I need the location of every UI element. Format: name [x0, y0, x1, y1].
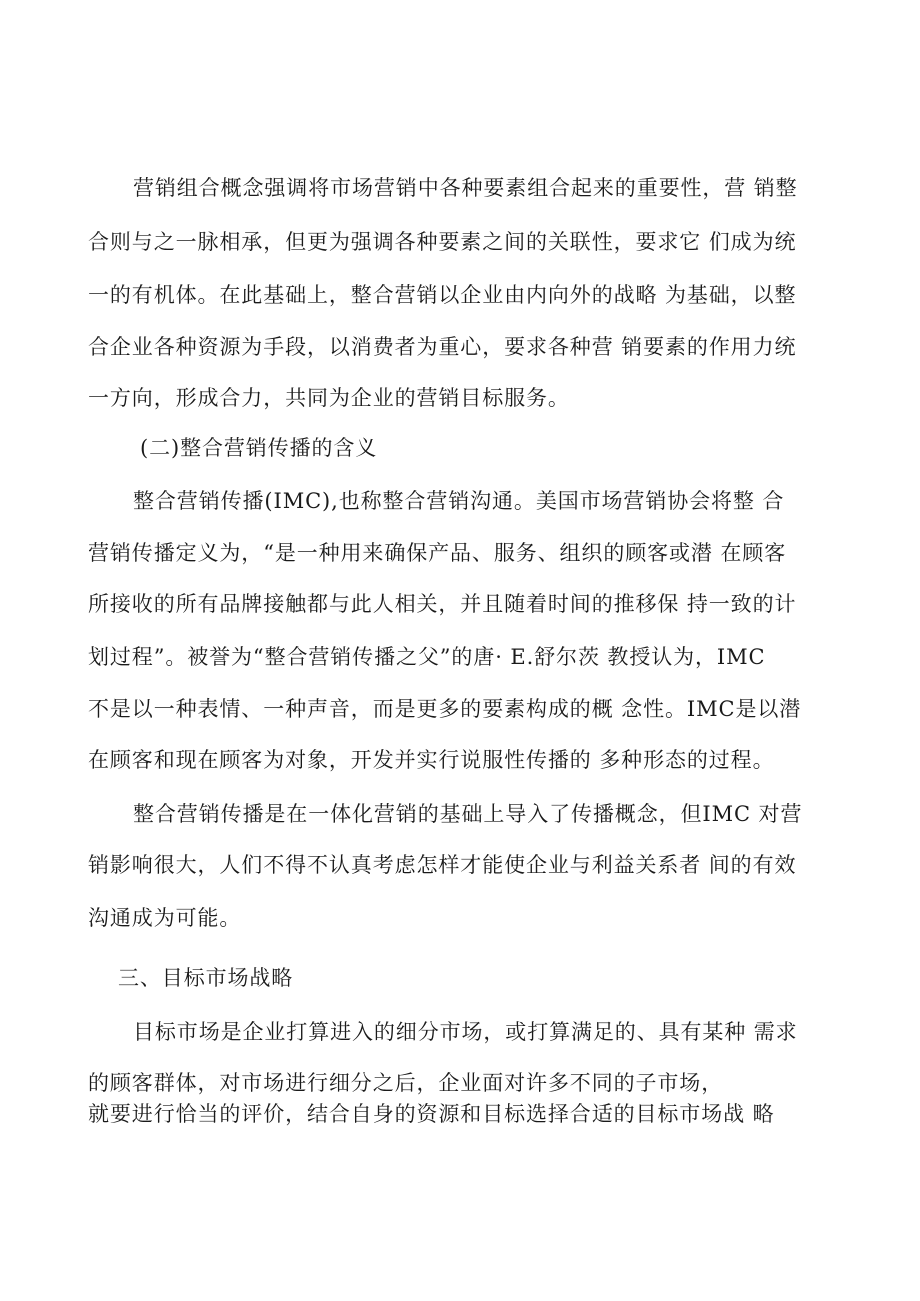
paragraph-1-line-5: 一方向，形成合力，共同为企业的营销目标服务。 — [88, 386, 570, 410]
paragraph-3-line-1: 整合营销传播是在一体化营销的基础上导入了传播概念，但IMC 对营 — [133, 802, 803, 826]
paragraph-1-line-1: 营销组合概念强调将市场营销中各种要素组合起来的重要性，营 销整 — [133, 176, 798, 200]
paragraph-2-line-1: 整合营销传播(IMC),也称整合营销沟通。美国市场营销协会将整 合 — [133, 489, 785, 513]
section-heading-ii: (二)整合营销传播的含义 — [140, 436, 378, 460]
paragraph-2-line-5: 不是以一种表情、一种声音，而是更多的要素构成的概 念性。IMC是以潜 — [88, 697, 802, 721]
paragraph-3-line-2: 销影响很大，人们不得不认真考虑怎样才能使企业与利益关系者 间的有效 — [88, 853, 797, 877]
paragraph-4-line-2: 的顾客群体，对市场进行细分之后，企业面对许多不同的子市场， — [88, 1071, 724, 1095]
paragraph-1-line-4: 合企业各种资源为手段，以消费者为重心，要求各种营 销要素的作用力统 — [88, 335, 797, 359]
paragraph-2-line-3: 所接收的所有品牌接触都与此人相关，并且随着时间的推移保 持一致的计 — [88, 592, 797, 616]
paragraph-1-line-2: 合则与之一脉相承，但更为强调各种要素之间的关联性，要求它 们成为统 — [88, 230, 797, 254]
paragraph-4-line-3: 就要进行恰当的评价，结合自身的资源和目标选择合适的目标市场战 略 — [88, 1102, 775, 1126]
section-heading-iii: 三、目标市场战略 — [118, 966, 294, 990]
paragraph-1-line-3: 一的有机体。在此基础上，整合营销以企业由内向外的战略 为基础，以整 — [88, 283, 797, 307]
paragraph-4-line-1: 目标市场是企业打算进入的细分市场，或打算满足的、具有某种 需求 — [133, 1020, 798, 1044]
paragraph-3-line-3: 沟通成为可能。 — [88, 906, 242, 930]
paragraph-2-line-2: 营销传播定义为，“是一种用来确保产品、服务、组织的顾客或潜 在顾客 — [88, 541, 787, 565]
paragraph-2-line-6: 在顾客和现在顾客为对象，开发并实行说服性传播的 多种形态的过程。 — [88, 748, 775, 772]
paragraph-2-line-4: 划过程”。被誉为“整合营销传播之父”的唐· E.舒尔茨 教授认为，IMC — [88, 645, 766, 669]
